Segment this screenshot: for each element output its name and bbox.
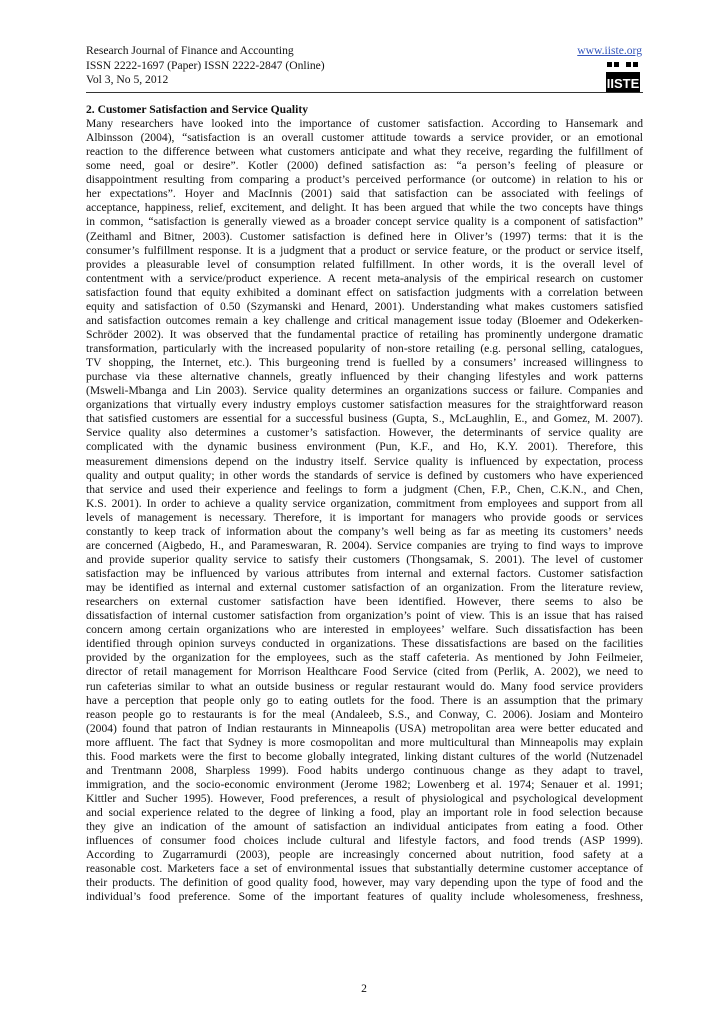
text-line: their products. The definition of good quality food, however, may vary depending upon the type of food and the	[86, 876, 643, 890]
text-line: Many researchers have looked into the importance of customer satisfaction. According to Hansemark and	[86, 117, 643, 130]
text-line: equity and satisfaction of 0.50 (Szymanski and Henard, 2001). Understanding what makes customers satisfied	[86, 299, 643, 313]
text-line: concern among certain organizations who are interested in employees’ welfare. Such dissatisfaction has been	[86, 623, 643, 637]
section-heading: 2. Customer Satisfaction and Service Quality	[86, 103, 308, 116]
text-line: have a perception that people only go to eating outlets for the food. There is an assumption that the primary	[86, 693, 643, 707]
text-line: they give an indication of the amount of satisfaction an individual anticipates from eating a food. Other	[86, 820, 643, 834]
journal-volume: Vol 3, No 5, 2012	[86, 73, 169, 87]
website-link[interactable]: www.iiste.org	[577, 44, 642, 57]
page-number: 2	[361, 982, 367, 995]
svg-text:IISTE: IISTE	[606, 76, 640, 91]
text-line: dissatisfaction of internal customer satisfaction from organization’s point of view. This is an issue that has raised	[86, 609, 643, 623]
text-line: individual’s food preference. Some of the important features of quality include wholesomeness, freshness,	[86, 890, 643, 904]
text-line: influences of consumer food choices include cultural and lifestyle factors, and food trends (ASP 1999).	[86, 834, 643, 848]
text-line: identified through opinion surveys conducted in organizations. These dissatisfactions are based on the facilities	[86, 637, 643, 651]
text-line: in common, “satisfaction is generally viewed as a broader concept service quality is a component of satisfaction”	[86, 215, 643, 229]
text-line: Kittler and Sucher 1995). However, Food preferences, a result of physiological and psychological development	[86, 792, 643, 805]
text-line: (Msweli-Mbanga and Lin 2003). Service quality determines an organizations success or failure. Companies and	[86, 384, 643, 398]
text-line: reasonable cost. Marketers face a set of environmental issues that substantially determine customer acceptance of	[86, 862, 643, 876]
text-line: TV shopping, the Internet, etc.). This burgeoning trend is fuelled by a consumers’ increased willingness to	[86, 356, 643, 370]
text-line: immigration, and the socio-economic environment (Jerome 1982; Lowenberg et al. 1974; Senauer et al. 1991;	[86, 777, 643, 791]
text-line: some need, goal or desire”. Kotler (2000) defined satisfaction as: “a person’s feeling of pleasure or	[86, 159, 643, 173]
text-line: provided by the organization for the employees, such as the staff cafeteria. As mentioned by John Feilmeier,	[86, 651, 643, 665]
text-line: may be identified as internal and external customer satisfaction of an organization. From the literature review,	[86, 581, 643, 595]
text-line: reason people go to restaurants is for the meal (Andaleeb, S.S., and Conway, C. 2006). Josiam and Monteiro	[86, 707, 643, 721]
text-line: measurement dimensions depend on the industry itself. Service quality is influenced by expectation, process	[86, 454, 643, 468]
text-line: and Trentmann 2008, Sharpless 1999). Food habits undergo continuous change as they adapt to travel,	[86, 763, 643, 777]
text-line: acceptance, happiness, relief, excitement, and delight. It has been argued that while the two concepts have things	[86, 201, 643, 215]
text-line: disappointment resulting from comparing a product’s perceived performance (or outcome) in relation to his or	[86, 173, 643, 187]
text-line: that service and used their experience and feelings to form a judgment (Chen, F.P., Chen, C.K.N., and Chen,	[86, 482, 643, 496]
journal-issn: ISSN 2222-1697 (Paper) ISSN 2222-2847 (Online)	[86, 58, 325, 72]
text-line: purchase via these alternative channels, greatly influenced by their changing lifestyles and work patterns	[86, 370, 643, 384]
journal-title: Research Journal of Finance and Accounting	[86, 44, 294, 57]
text-line: contentment with a service/product experience. A recent meta-analysis of the empirical research on customer	[86, 271, 643, 285]
text-line: According to Zugarramurdi (2003), people are increasingly concerned about nutrition, food safety at a	[86, 848, 643, 862]
text-line: complicated with the dynamic business environment (Pun, K.F., and Ho, K.Y. 2001). Therefore, this	[86, 440, 643, 454]
text-line: reaction to the difference between what customers anticipate and what they receive, regarding the fulfillment of	[86, 145, 643, 159]
text-line: (2004) found that patron of Indian restaurants in Minneapolis (USA) metropolitan area were better educated and	[86, 721, 643, 735]
text-line: researchers on external customer satisfaction have been identified. However, there seems to also be	[86, 595, 643, 609]
text-line: run cafeterias similar to what an outside business or regular restaurant would do. Many food service providers	[86, 679, 643, 693]
text-line: and provide superior quality service to satisfy their customers (Thongsamak, S. 2001). The level of customer	[86, 552, 643, 566]
iiste-logo	[604, 60, 642, 94]
text-line: consumer’s fulfillment response. It is a judgment that a product or service feature, or the product or service itself,	[86, 243, 643, 257]
text-line: satisfaction may be influenced by various attributes from internal and external factors. Customer satisfaction	[86, 567, 643, 580]
text-line: constantly to keep track of information about the company’s well being as far as meeting its customers’ needs	[86, 524, 643, 538]
text-line: director of retail management for Morrison Healthcare Food Service (cited from (Perlik, A. 2002), we need to	[86, 665, 643, 679]
text-line: Service quality also determines a customer’s satisfaction. However, the determinants of service quality are	[86, 426, 643, 440]
article-body	[86, 103, 643, 905]
text-line: that satisfied customers are essential for a successful business (Gupta, S., McLaughlin, E., and Gomez, M. 2007).	[86, 412, 643, 426]
text-line: provides a pleasurable level of consumption related fulfillment. In other words, it is the overall level of	[86, 257, 643, 271]
text-line: organizations that virtually every industry employs customer satisfaction measures for the straightforward reason	[86, 398, 643, 412]
paragraph	[86, 117, 643, 905]
text-line: (Zeithaml and Bitner, 2003). Customer satisfaction is defined here in Oliver’s (1997) terms: that it is the	[86, 229, 643, 243]
text-line: Schröder 2002). It was observed that the fundamental practice of retailing has prominently undergone dramatic	[86, 327, 643, 341]
text-line: K.S. 2001). In order to achieve a quality service organization, commitment from employees and support from all	[86, 496, 643, 510]
text-line: quality and output quality; in other words the standards of service is defined by customers who have experienced	[86, 468, 643, 482]
text-line: her expectations”. Hoyer and MacInnis (2001) said that satisfaction can be associated with feelings of	[86, 187, 643, 201]
header-divider	[86, 92, 643, 93]
text-line: satisfaction found that equity exhibited a dominant effect on satisfaction judgments with a correlation between	[86, 285, 643, 299]
text-line: more affluent. The fact that Sydney is more cosmopolitan and more multicultural than Minneapolis may explain	[86, 735, 643, 749]
text-line: this. Food markets were the first to become globally integrated, linking distant cultures of the world (Nutzenadel	[86, 749, 643, 763]
text-line: levels of management is necessary. Therefore, it is important for managers who provide goods or services	[86, 510, 643, 524]
text-line: and satisfaction outcomes remain a key challenge and critical management issue today (Bloemer and Odekerken-	[86, 313, 643, 327]
text-line: and social experience related to the degree of linking a food, play an important role in food selection because	[86, 806, 643, 820]
text-line: transformation, particularly with the increased popularity of non-store retailing (e.g. personal selling, catalogues,	[86, 342, 643, 355]
text-line: Albinsson (2004), “satisfaction is an overall customer attitude towards a service provider, or an emotional	[86, 131, 643, 145]
text-line: are concerned (Aigbedo, H., and Parameswaran, R. 2004). Service companies are trying to find ways to improve	[86, 538, 643, 552]
